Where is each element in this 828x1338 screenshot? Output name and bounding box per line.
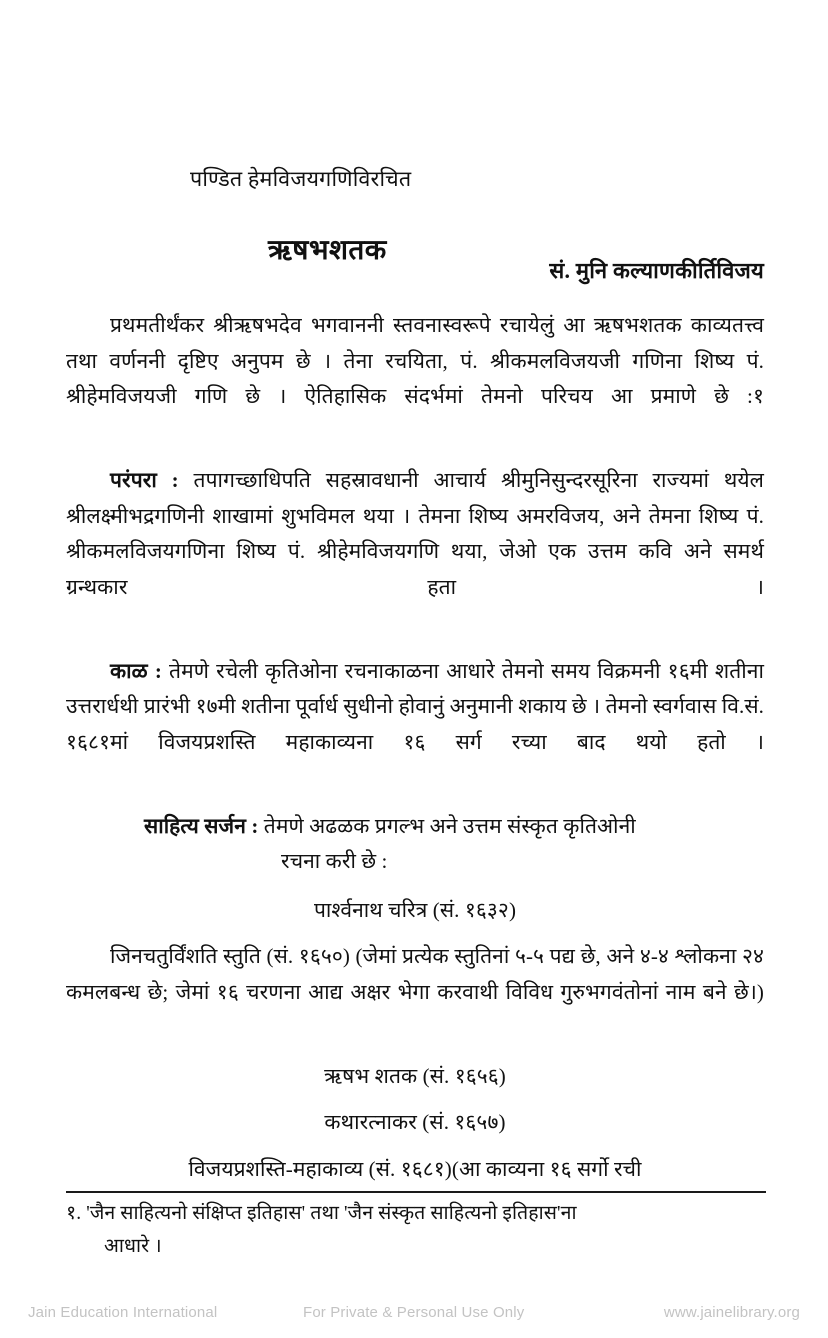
paragraph-jinachaturvimshati (66, 939, 764, 1046)
sahitya-sarjan-label: साहित्य सर्जन : (144, 813, 259, 838)
footer-website-url[interactable]: www.jainelibrary.org (663, 1303, 800, 1321)
paragraph-kaal (66, 654, 764, 796)
work-entry-katharatnakar: कथारत्नाकर (सं. १६५७) (324, 1110, 506, 1134)
work-entry-parshvanath-charitra: पार्श्वनाथ चरित्र (सं. १६३२) (313, 897, 517, 922)
paragraph-introduction-text: प्रथमतीर्थंकर श्रीऋषभदेव भगवाननी स्तवनास्वरूपे रचायेलुं आ ऋषभशतक काव्यतत्त्व तथा वर्णननी दृष्टिए अनुपम छे । तेना रचयिता, पं. श्रीकमलविजयजी गणिना शिष्य पं. श्रीहेमविजयजी गणि छे । ऐतिहासिक संदर्भमां तेमनो परिचय आ प्रमाणे छे :१ (66, 313, 764, 408)
kaal-text: तेमणे रचेली कृतिओना रचनाकाळना आधारे तेमनो समय विक्रमनी १६मी शतीना उत्तरार्धथी प्रारंभी १७मी शतीना पूर्वार्ध सुधीनो होवानुं अनुमानी शकाय छे । तेमनो स्वर्गवास वि.सं. १६८१मां विजयप्रशस्ति महाकाव्यना १६ सर्ग रच्या बाद थयो हतो । (66, 658, 765, 754)
author-attribution-line: पण्डित हेमविजयगणिविरचित (190, 167, 412, 191)
work-entry-rishabh-shatak: ऋषभ शतक (सं. १६५६) (324, 1063, 506, 1088)
footnote (66, 1197, 766, 1263)
parampara-label: परंपरा : (110, 468, 179, 492)
work-entry-vijayaprashasti-mahakavya: विजयप्रशस्ति-महाकाव्य (सं. १६८१)(आ काव्यना १६ सर्गो रची (188, 1156, 642, 1181)
footnote-first-line (66, 1197, 766, 1230)
paragraph-introduction (66, 308, 764, 450)
footnote-text: 'जैन साहित्यनो संक्षिप्त इतिहास' तथा 'जैन संस्कृत साहित्यनो इतिहास'ना (86, 1203, 577, 1224)
footnote-marker: १. (66, 1203, 82, 1224)
footnote-continuation: आधारे । (104, 1236, 162, 1257)
footer-organization: Jain Education International (28, 1303, 218, 1321)
paragraph-sahitya-sarjan (66, 809, 764, 845)
body-text-area (66, 308, 764, 1198)
page-title: ऋषभशतक (268, 234, 387, 266)
footer-usage-notice: For Private & Personal Use Only (303, 1303, 525, 1321)
kaal-label: काळ : (110, 658, 162, 683)
parampara-text: तपागच्छाधिपति सहस्रावधानी आचार्य श्रीमुनिसुन्दरसूरिना राज्यमां थयेल श्रीलक्ष्मीभद्रगणिनी शाखामां शुभविमल थया । तेमना शिष्य अमरविजय, अने तेमना शिष्य पं. श्रीकमलविजयगणिना शिष्य पं. श्रीहेमविजयगणि थया, जेओ एक उत्तम कवि अने समर्थ ग्रन्थकार हता । (66, 468, 765, 599)
sahitya-sarjan-text: तेमणे अढळक प्रगल्भ अने उत्तम संस्कृत कृतिओनी (258, 813, 636, 838)
footnote-separator-rule (66, 1191, 766, 1193)
paragraph-parampara (66, 463, 764, 641)
sahitya-sarjan-continuation: रचना करी छे : (281, 849, 388, 873)
editor-credit-line: सं. मुनि कल्याणकीर्तिविजय (549, 258, 764, 283)
jinachaturvimshati-text: जिनचतुर्विंशति स्तुति (सं. १६५०) (जेमां प्रत्येक स्तुतिनां ५-५ पद्य छे, अने ४-४ श्लोकना २४ कमलबन्ध छे; जेमां १६ चरणना आद्य अक्षर भेगा करवाथी विविध गुरुभगवंतोनां नाम बने छे।) (66, 944, 764, 1004)
page-footer (0, 1295, 828, 1329)
